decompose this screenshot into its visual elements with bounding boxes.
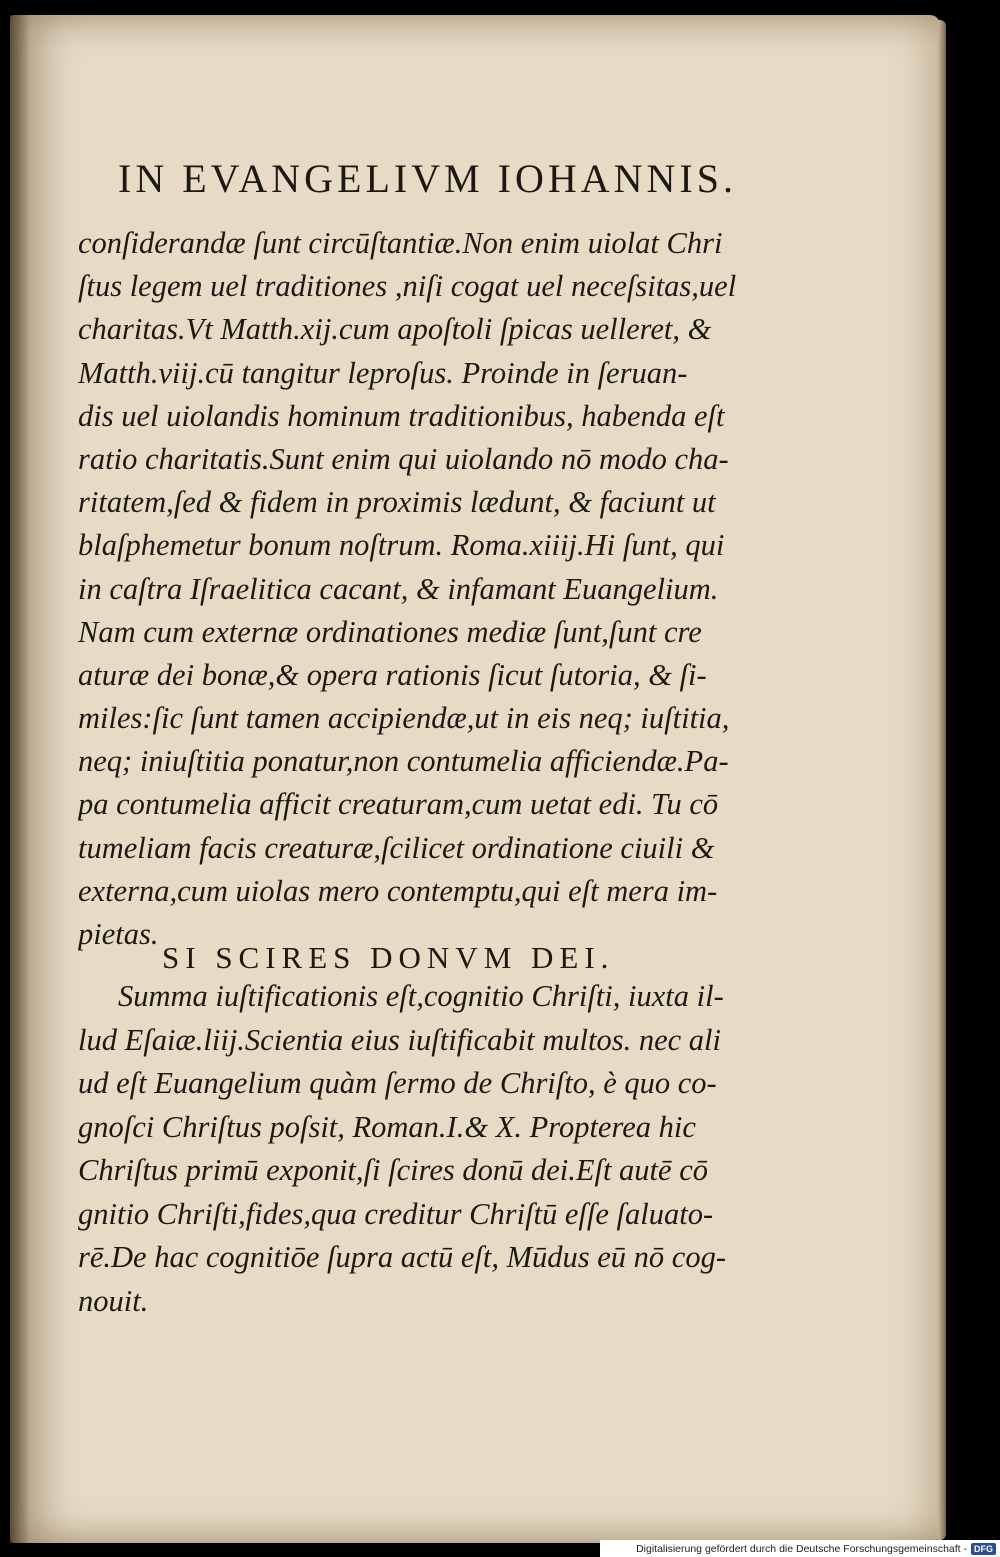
page-edge — [938, 20, 946, 1540]
text-line: rē.De hac cognitiōe ſupra actū eſt, Mūdus eū nō cog- — [78, 1240, 726, 1274]
text-line: gnitio Chriſti,fides,qua creditur Chriſtū eſſe ſaluato- — [78, 1196, 714, 1231]
second-text-block — [78, 975, 743, 1323]
digitization-credit-bar — [600, 1540, 1000, 1557]
text-line: tumeliam facis creaturæ,ſcilicet ordinatione ciuili & — [78, 830, 715, 865]
dfg-logo: DFG — [971, 1543, 996, 1555]
text-line: aturæ dei bonæ,& opera rationis ſicut ſutoria, & ſi- — [78, 657, 707, 692]
text-line: Chriſtus primū exponit,ſi ſcires donū dei.Eſt autē cō — [78, 1153, 708, 1187]
text-line: ſtus legem uel traditiones ,niſi cogat uel neceſsitas,uel — [78, 269, 737, 304]
text-line: gnoſci Chriſtus poſsit, Roman.I.& X. Propterea hic — [78, 1109, 696, 1144]
text-line: pa contumelia afficit creaturam,cum uetat edi. Tu cō — [78, 787, 719, 822]
text-line: ritatem,ſed & fidem in proximis lædunt, & faciunt ut — [78, 485, 716, 520]
text-line: Summa iuſtificationis eſt,cognitio Chriſti, iuxta il- — [118, 979, 724, 1013]
digitization-credit: Digitalisierung gefördert durch die Deutsche Forschungsgemeinschaft - — [636, 1542, 967, 1555]
text-line: charitas.Vt Matth.xij.cum apoſtoli ſpicas uelleret, & — [78, 312, 712, 347]
text-line: Matth.viij.cū tangitur leproſus. Proinde in ſeruan- — [78, 355, 688, 390]
text-line: neq; iniuſtitia ponatur,non contumelia afficiendæ.Pa- — [78, 744, 729, 779]
text-line: conſiderandæ ſunt circūſtantiæ.Non enim uiolat Chri — [78, 226, 723, 260]
text-line: miles:ſic ſunt tamen accipiendæ,ut in eis neq; iuſtitia, — [78, 701, 730, 736]
text-line: lud Eſaiæ.liij.Scientia eius iuſtificabit multos. nec ali — [78, 1022, 721, 1057]
text-line: blaſphemetur bonum noſtrum. Roma.xiiij.Hi ſunt, qui — [78, 528, 725, 563]
main-text-block — [78, 222, 743, 956]
text-line: dis uel uiolandis hominum traditionibus, habenda eſt — [78, 398, 725, 433]
page-gutter-shadow — [10, 15, 30, 1543]
text-line: externa,cum uiolas mero contemptu,qui eſt mera im- — [78, 873, 718, 908]
text-line: ratio charitatis.Sunt enim qui uiolando nō modo cha- — [78, 441, 729, 476]
section-heading: SI SCIRES DONVM DEI. — [162, 940, 615, 975]
text-line: Nam cum externæ ordinationes mediæ ſunt,ſunt cre — [78, 614, 702, 649]
text-line: ud eſt Euangelium quàm ſermo de Chriſto, è quo co- — [78, 1066, 717, 1100]
running-head: IN EVANGELIVM IOHANNIS. — [118, 156, 737, 201]
text-line: pietas. — [78, 917, 159, 951]
text-line: in caſtra Iſraelitica cacant, & infamant Euangelium. — [78, 571, 719, 606]
text-line: nouit. — [78, 1283, 149, 1318]
